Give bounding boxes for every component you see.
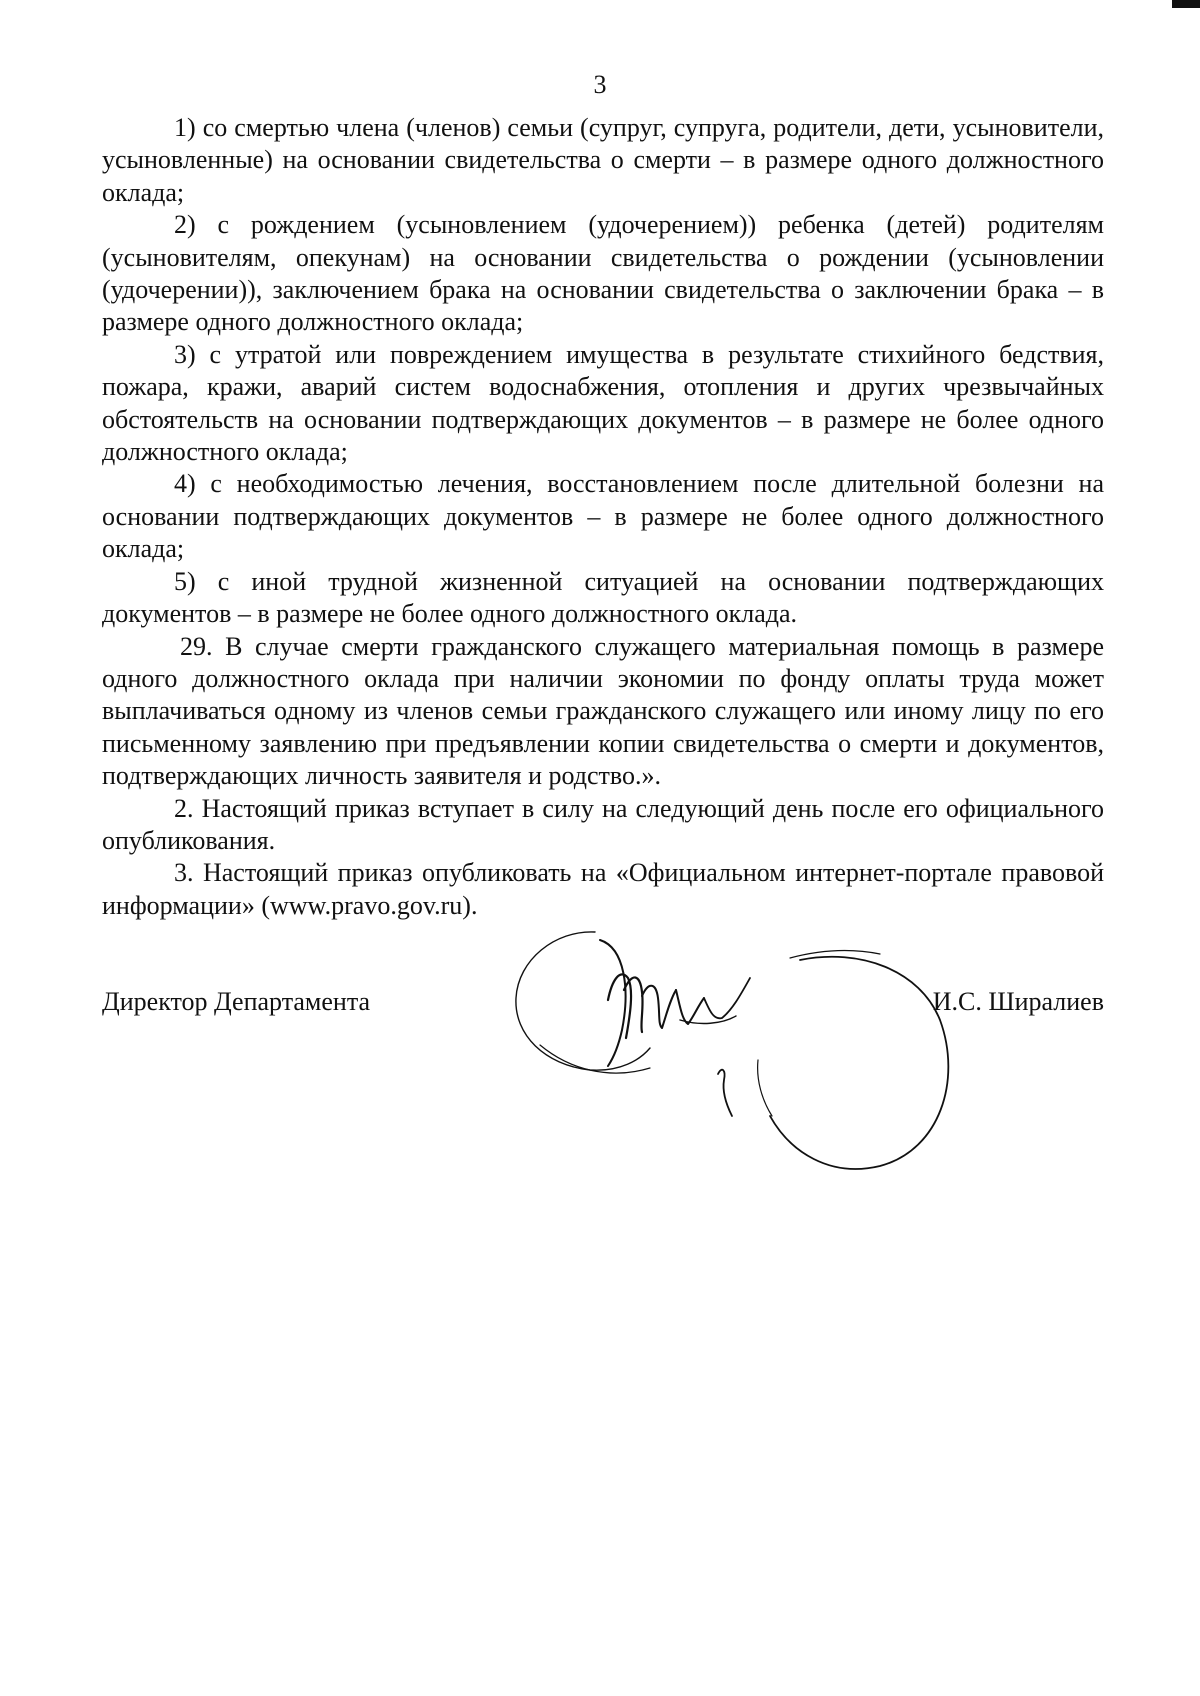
paragraph-item-3: 3) с утратой или повреждением имущества в результате стихийного бедствия, пожара, кражи, аварий систем водоснабжения, отопления и других чрезвычайных обстоятельств на основании подтверждающих документов – в размере не более одного должностного оклада; (102, 339, 1104, 467)
signer-name: И.С. Ширалиев (932, 987, 1104, 1016)
paragraph-section-2: 2. Настоящий приказ вступает в силу на следующий день после его официального опубликования. (102, 793, 1104, 855)
handwritten-signature (500, 920, 1040, 1200)
scan-edge-mark (1172, 0, 1200, 8)
paragraph-item-5: 5) с иной трудной жизненной ситуацией на основании подтверждающих документов – в размере не более одного должностного оклада. (102, 566, 1104, 629)
paragraph-clause-29: 29. В случае смерти гражданского служащего материальная помощь в размере одного должностного оклада при наличии экономии по фонду оплаты труда может выплачиваться одному из членов семьи гражданского служащего или иному лицу по его письменному заявлению при предъявлении копии свидетельства о смерти и документов, подтверждающих личность заявителя и родство.». (102, 631, 1104, 791)
paragraph-section-3: 3. Настоящий приказ опубликовать на «Официальном интернет-портале правовой информации» (www.pravo.gov.ru). (102, 858, 1104, 920)
paragraph-item-2: 2) с рождением (усыновлением (удочерением)) ребенка (детей) родителям (усыновителям, опекунам) на основании свидетельства о рождении (усыновлении (удочерении)), заключением брака на основании свидетельства о заключении брака – в размере одного должностного оклада; (102, 210, 1104, 337)
signer-title: Директор Департамента (102, 987, 371, 1016)
paragraph-item-4: 4) с необходимостью лечения, восстановлением после длительной болезни на основании подтверждающих документов – в размере не более одного должностного оклада; (102, 469, 1104, 564)
page-number: 3 (593, 70, 607, 99)
paragraph-item-1: 1) со смертью члена (членов) семьи (супруг, супруга, родители, дети, усыновители, усыновленные) на основании свидетельства о смерти – в размере одного должностного оклада; (102, 113, 1104, 207)
document-body (102, 112, 1104, 922)
